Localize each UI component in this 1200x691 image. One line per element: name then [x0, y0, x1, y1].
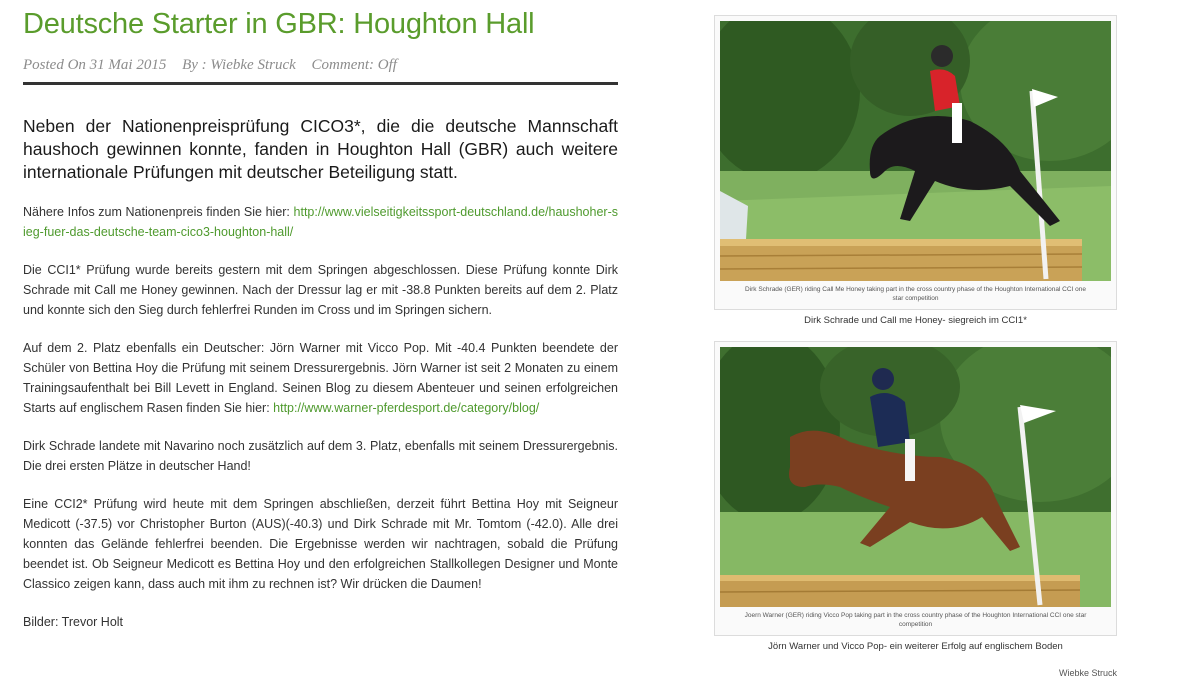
post-meta — [23, 57, 618, 85]
post-author[interactable]: By : Wiebke Struck — [182, 57, 296, 73]
paragraph-navarino: Dirk Schrade landete mit Navarino noch zusätzlich auf dem 3. Platz, ebenfalls mit seinem Dressurergebnis. Die drei ersten Plätze in deutscher Hand! — [23, 439, 618, 473]
link-nationenpreis[interactable]: http://www.vielseitigkeitssport-deutschland.de/haushoher-sieg-fuer-das-deutsche-team-cico3-houghton-hall/ — [23, 205, 618, 239]
lead-paragraph: Neben der Nationenpreisprüfung CICO3*, die die deutsche Mannschaft haushoch gewinnen konnte, fanden in Houghton Hall (GBR) auch weitere internationale Prüfungen mit deutscher Beteiligung statt. — [23, 116, 618, 182]
photo-dirk-schrade[interactable] — [720, 21, 1111, 281]
figure-caption: Jörn Warner und Vicco Pop- ein weiterer Erfolg auf englischem Boden — [768, 641, 1063, 652]
author-credit: Wiebke Struck — [1058, 668, 1117, 678]
photo-frame — [714, 341, 1117, 636]
paragraph-infos-text: Nähere Infos zum Nationenpreis finden Sie hier: — [23, 205, 294, 219]
figure-dirk-schrade — [714, 15, 1117, 326]
photo-caption: Dirk Schrade (GER) riding Call Me Honey taking part in the cross country phase of the Houghton International CCI one star competition — [744, 286, 1087, 302]
photo-caption: Joern Warner (GER) riding Vicco Pop taking part in the cross country phase of the Houghton International CCI one star competition — [744, 612, 1087, 628]
link-warner-blog[interactable]: http://www.warner-pferdesport.de/category/blog/ — [273, 401, 540, 415]
post-date: Posted On 31 Mai 2015 — [23, 57, 167, 73]
paragraph-warner-text: Auf dem 2. Platz ebenfalls ein Deutscher: Jörn Warner mit Vicco Pop. Mit -40.4 Punkten beendete der Schüler von Bettina Hoy die Prüfung mit seinem Dressurergebnis. Jörn Warner ist seit 2 Monaten zu einem Trainingsaufenthalt bei Bill Levett in England. Seinen Blog zu diesem Abenteuer und seinen erfolgreichen Starts auf englischem Rasen finden Sie hier: — [23, 341, 618, 415]
paragraph-credits: Bilder: Trevor Holt — [23, 615, 124, 629]
article — [23, 0, 618, 632]
paragraph-infos — [23, 202, 618, 242]
paragraph-warner — [23, 338, 618, 418]
post-title[interactable]: Deutsche Starter in GBR: Houghton Hall — [23, 8, 535, 40]
figure-caption: Dirk Schrade und Call me Honey- siegreich im CCI1* — [804, 315, 1027, 326]
paragraph-cci2: Eine CCI2* Prüfung wird heute mit dem Springen abschließen, derzeit führt Bettina Hoy mit Seigneur Medicott (-37.5) vor Christopher Burton (AUS)(-40.3) und Dirk Schrade mit Mr. Tomtom (-42.0). Alle drei konnten das Gelände fehlerfrei beenden. Die Ergebnisse werden wir nachtragen, sobald die Prüfung beendet ist. Ob Seigneur Medicott es Bettina Hoy und den erfolgreichen Stallkollegen Designer und Monte Classico zeigen kann, dass auch mit ihm zu rechnen ist? Wir drücken die Daumen! — [23, 497, 618, 591]
photo-frame — [714, 15, 1117, 310]
figure-joern-warner — [714, 341, 1117, 652]
paragraph-cci1: Die CCI1* Prüfung wurde bereits gestern mit dem Springen abgeschlossen. Diese Prüfung konnte Dirk Schrade mit Call me Honey gewinnen. Nach der Dressur lag er mit -38.8 Punkten bereits auf dem 2. Platz und konnte sich den Sieg durch fehlerfrei Runden im Cross und im Springen sichern. — [23, 263, 618, 317]
photo-joern-warner[interactable] — [720, 347, 1111, 607]
post-comments: Comment: Off — [311, 57, 397, 73]
